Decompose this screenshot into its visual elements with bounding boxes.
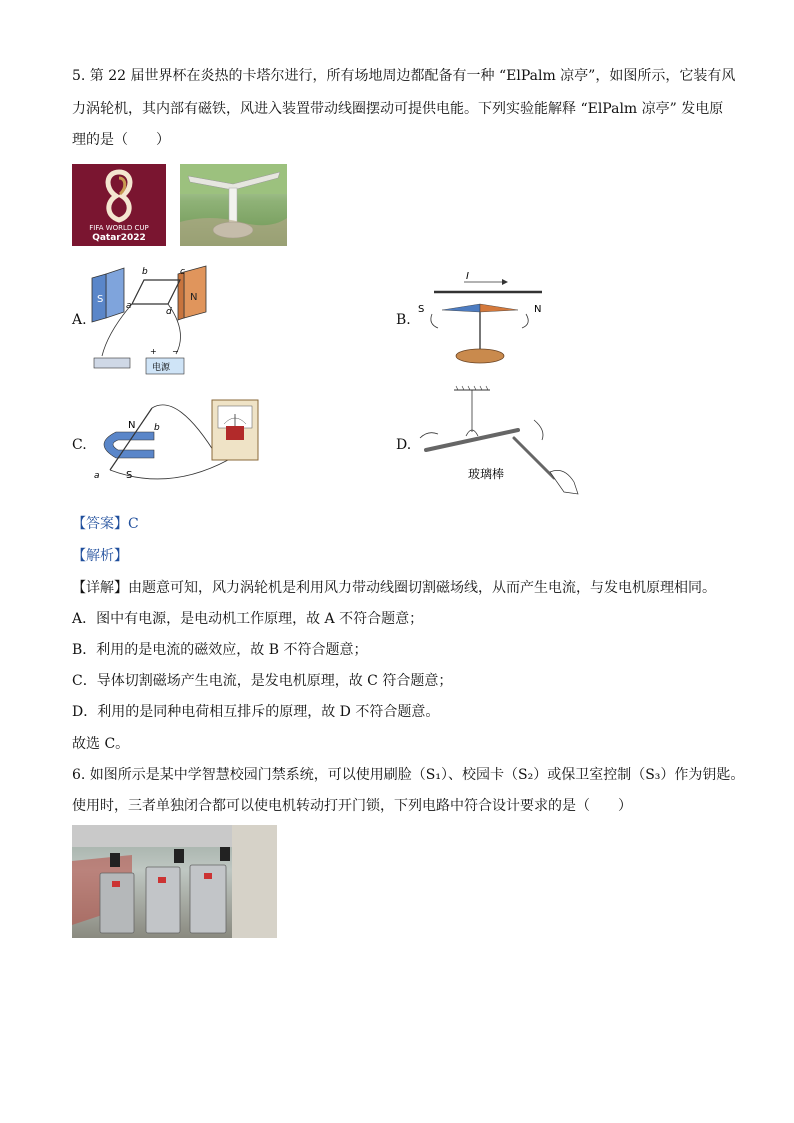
galvanometer-core	[226, 426, 244, 440]
switch	[94, 358, 130, 368]
detail-line: 【详解】由题意可知，风力涡轮机是利用风力带动线圈切割磁场线，从而产生电流，与发电机原理相同。	[72, 580, 716, 596]
magnet-n-label: N	[190, 292, 198, 303]
world-cup-logo-image	[72, 164, 166, 246]
analysis-title: 【解析】	[72, 548, 128, 564]
option-a-label: A.	[72, 312, 87, 328]
power-minus: −	[172, 347, 179, 356]
q6-line-1: 6. 如图所示是某中学智慧校园门禁系统，可以使用刷脸（S₁）、校园卡（S₂）或保卫室控制（S₃）作为钥匙。	[72, 767, 745, 783]
current-label: I	[466, 271, 469, 282]
conductor-a-label: a	[94, 471, 100, 481]
needle-s-label: S	[418, 304, 425, 315]
coil-a-label: a	[126, 301, 132, 311]
u-magnet	[104, 432, 154, 458]
hand-icon	[550, 470, 578, 494]
power-plus: +	[150, 347, 157, 356]
coil-b-label: b	[142, 267, 148, 277]
campus-gate-image	[72, 825, 277, 938]
option-d-explanation: D．利用的是同种电荷相互排斥的原理，故 D 不符合题意。	[72, 704, 440, 720]
magnet-s-label: S	[97, 294, 104, 305]
q5-line-1: 5. 第 22 届世界杯在炎热的卡塔尔进行，所有场地周边都配备有一种 “ElPalm 凉亭”，如图所示，它装有风	[72, 68, 736, 84]
needle-base	[456, 349, 504, 363]
option-c-label: C.	[72, 437, 87, 453]
option-a-explanation: A．图中有电源，是电动机工作原理，故 A 不符合题意；	[72, 611, 424, 627]
logo-caption-1: FIFA WORLD CUP	[89, 224, 149, 232]
magnet-s-label-c: S	[126, 470, 133, 481]
q5-line-3: 理的是（ ）	[72, 132, 170, 148]
elpalm-pavilion-icon	[180, 164, 287, 246]
power-label: 电源	[152, 363, 171, 373]
coil-d-label: d	[166, 307, 172, 317]
needle-n	[480, 304, 518, 312]
answer-line: 【答案】C	[72, 516, 139, 532]
figure-c-generator-diagram	[88, 396, 268, 486]
figure-d-glass-rod-diagram	[414, 384, 594, 496]
logo-caption-2: Qatar2022	[92, 233, 146, 243]
coil-c-label: c	[180, 267, 185, 277]
figure-b-oersted-diagram	[414, 268, 554, 372]
needle-s	[442, 304, 480, 312]
magnet-n-label-c: N	[128, 420, 136, 431]
q6-line-2: 使用时，三者单独闭合都可以使电机转动打开门锁，下列电路中符合设计要求的是（ ）	[72, 798, 632, 814]
elpalm-pavilion-image	[180, 164, 287, 246]
figure-a-motor-diagram	[88, 262, 218, 380]
needle-n-label: N	[534, 304, 542, 315]
gate-turnstile-icon	[72, 825, 277, 938]
option-b-explanation: B．利用的是电流的磁效应，故 B 不符合题意；	[72, 642, 368, 658]
glass-rod	[514, 438, 554, 478]
conductor-b-label: b	[154, 423, 160, 433]
coil-loop	[132, 280, 180, 304]
suspended-rod	[426, 430, 518, 450]
option-b-label: B.	[396, 312, 411, 328]
option-d-label: D.	[396, 437, 412, 453]
glass-rod-label: 玻璃棒	[468, 467, 505, 481]
option-c-explanation: C．导体切割磁场产生电流，是发电机原理，故 C 符合题意；	[72, 673, 453, 689]
q5-line-2: 力涡轮机，其内部有磁铁，风进入装置带动线圈摆动可提供电能。下列实验能解释 “ElPalm 凉亭” 发电原	[72, 101, 724, 117]
conclusion-line: 故选 C。	[72, 736, 130, 752]
